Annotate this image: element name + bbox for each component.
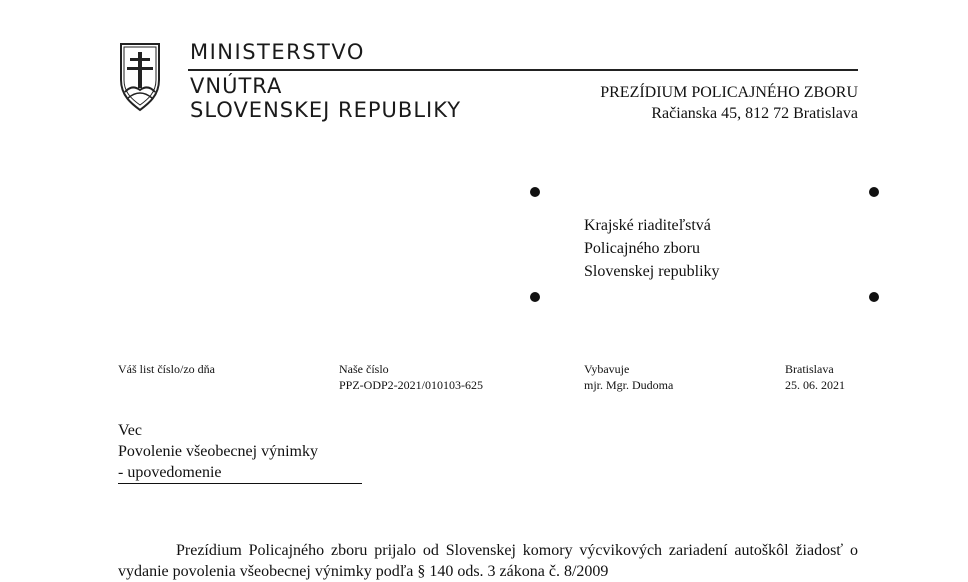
your-letter-label: Váš list číslo/zo dňa xyxy=(118,362,215,376)
handled-by-value: mjr. Mgr. Dudoma xyxy=(584,378,674,392)
presidium-address-block xyxy=(600,82,858,124)
subject-line-2: - upovedomenie xyxy=(118,462,362,484)
body-paragraph: Prezídium Policajného zboru prijalo od Slovenskej komory výcvikových zariadení autoškôl žiadosť o vydanie povolenia všeobecnej výnimky podľa § 140 ods. 3 zákona č. 8/2009 xyxy=(118,542,858,580)
address-mark-bottom-left xyxy=(530,292,540,302)
ministry-line-1: MINISTERSTVO xyxy=(190,40,365,64)
letter-body xyxy=(118,540,858,582)
subject-block xyxy=(118,420,362,484)
presidium-name: PREZÍDIUM POLICAJNÉHO ZBORU xyxy=(600,84,858,101)
our-number-label: Naše číslo xyxy=(339,362,389,376)
place-date-ref xyxy=(785,361,845,393)
slovak-double-cross-crest-icon xyxy=(118,40,162,112)
ministry-line-3: SLOVENSKEJ REPUBLIKY xyxy=(190,98,462,122)
ministry-name xyxy=(190,40,461,122)
recipient-address xyxy=(584,214,720,283)
date-value: 25. 06. 2021 xyxy=(785,378,845,392)
address-mark-bottom-right xyxy=(869,292,879,302)
subject-label: Vec xyxy=(118,422,142,439)
recipient-line-1: Krajské riaditeľstvá xyxy=(584,217,711,234)
handled-by-ref xyxy=(584,361,673,393)
header-divider xyxy=(188,69,858,71)
ministry-line-2: VNÚTRA xyxy=(190,74,283,98)
place-label: Bratislava xyxy=(785,362,834,376)
recipient-line-3: Slovenskej republiky xyxy=(584,263,720,280)
address-mark-top-right xyxy=(869,187,879,197)
your-letter-ref xyxy=(118,361,215,377)
presidium-address: Račianska 45, 812 72 Bratislava xyxy=(651,105,858,122)
handled-by-label: Vybavuje xyxy=(584,362,630,376)
address-mark-top-left xyxy=(530,187,540,197)
subject-line-1: Povolenie všeobecnej výnimky xyxy=(118,443,318,460)
recipient-line-2: Policajného zboru xyxy=(584,240,700,257)
our-number-value: PPZ-ODP2-2021/010103-625 xyxy=(339,378,484,392)
our-number-ref xyxy=(339,361,483,393)
